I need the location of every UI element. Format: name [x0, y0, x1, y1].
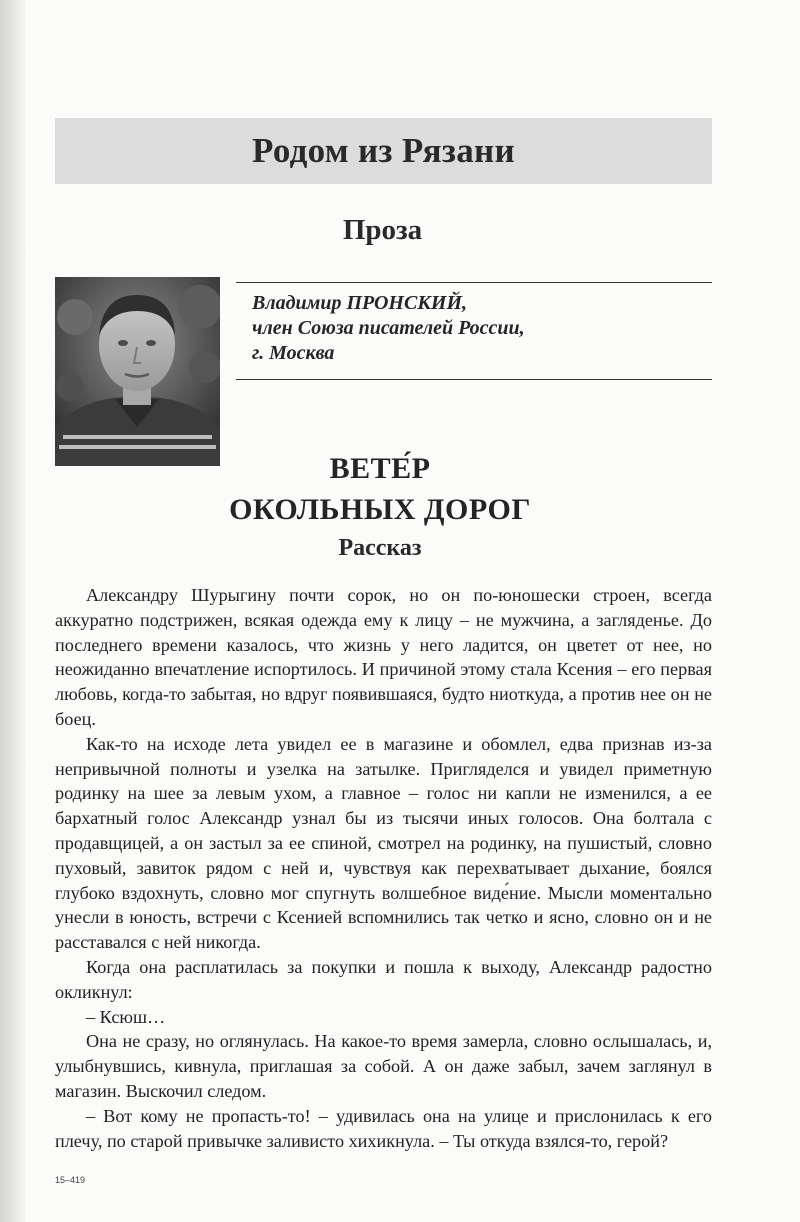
paragraph: – Ксюш…	[86, 1006, 166, 1027]
author-city: г. Москва	[252, 342, 335, 364]
page-gutter-shade	[0, 0, 26, 1222]
story-genre: Рассказ	[338, 535, 422, 561]
author-rule-bottom	[236, 379, 712, 380]
author-photo	[55, 277, 220, 466]
author-affiliation: член Союза писателей России,	[252, 317, 525, 339]
section-header-band	[55, 118, 712, 184]
paragraph: Как-то на исходе лета увидел ее в магазине и обомлел, едва признав из-за непривычной полноты и узелка на затылке. Пригляделся и увидел приметную родинку на шее за левым ухом, а главное – голос ни капли не изменился, а ее бархатный голос Александр узнал бы из тысячи иных голосов. Она болтала с продавщицей, а он застыл за ее спиной, смотрел на родинку, на пушистый, словно пуховый, завиток рядом с ней и, чувствуя как перехватывает дыхание, боялся глубоко вздохнуть, словно мог спугнуть волшебное виде́ние. Мысли моментально унесли в юность, встречи с Ксенией вспомнились так четко и ясно, словно он и не расставался с ней никогда.	[55, 733, 712, 953]
section-title: Родом из Рязани	[252, 131, 515, 170]
paragraph: Когда она расплатилась за покупки и пошла к выходу, Александр радостно окликнул:	[55, 956, 712, 1002]
signature-mark: 15–419	[55, 1175, 86, 1185]
author-rule-top	[236, 282, 712, 283]
story-title	[210, 448, 550, 530]
subsection-title: Проза	[342, 214, 423, 246]
story-title-line-1: ВЕТЕ́Р	[329, 452, 431, 485]
author-byline	[252, 291, 712, 366]
paragraph: Александру Шурыгину почти сорок, но он по-юношески строен, всегда аккуратно подстрижен, всякая одежда ему к лицу – не мужчина, а загляденье. До последнего времени казалось, что жизнь у него ладится, он цветет от нее, но неожиданно впечатление испортилось. И причиной этому стала Ксения – его первая любовь, когда-то забытая, но вдруг появившаяся, будто ниоткуда, а против нее он не боец.	[55, 585, 712, 729]
author-name: Владимир ПРОНСКИЙ,	[252, 292, 467, 314]
paragraph: Она не сразу, но оглянулась. На какое-то время замерла, словно ослышалась, и, улыбнувшись, кивнула, приглашая за собой. А он даже забыл, зачем заглянул в магазин. Выскочил следом.	[55, 1031, 712, 1101]
paragraph: – Вот кому не пропасть-то! – удивилась она на улице и прислонилась к его плечу, по старой привычке заливисто хихикнула. – Ты откуда взялся-то, герой?	[55, 1105, 712, 1151]
story-body	[55, 583, 712, 1153]
story-title-line-2: ОКОЛЬНЫХ ДОРОГ	[229, 493, 531, 526]
